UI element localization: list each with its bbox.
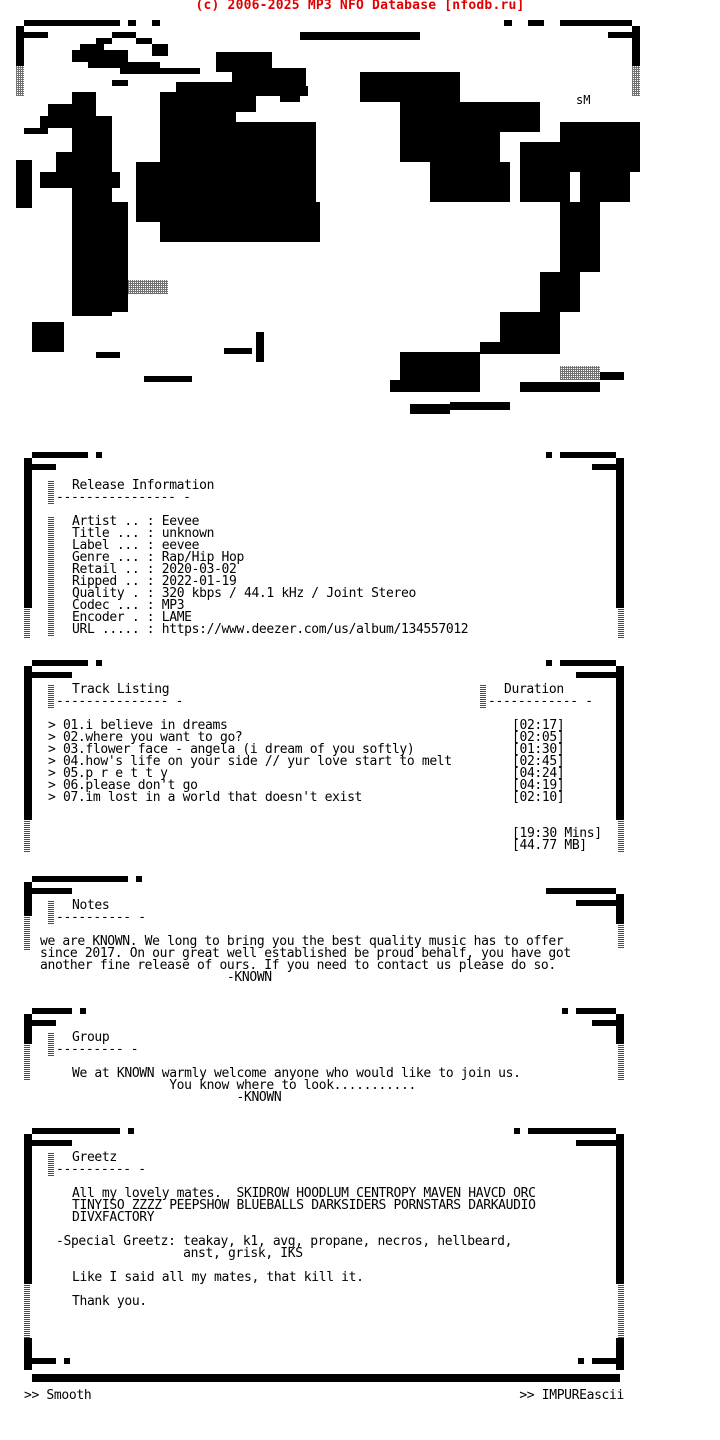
- group-underline: --------- -: [56, 1042, 139, 1057]
- group-line: You know where to look...........: [72, 1078, 416, 1093]
- ripped-value: 2022-01-19: [161, 574, 237, 589]
- greetz-line: DIVXFACTORY: [72, 1210, 155, 1225]
- greetz-line: All my lovely mates. SKIDROW HOODLUM CENTROPY MAVEN HAVCD ORC: [72, 1186, 536, 1201]
- special-greetz-line: -Special Greetz: teakay, k1, avg, propane, necros, hellbeard,: [56, 1234, 513, 1249]
- group-signoff: -KNOWN: [72, 1090, 282, 1105]
- track-name: 07.im lost in a world that doesn't exist: [62, 790, 363, 805]
- notes-underline: ---------- -: [56, 910, 146, 925]
- notes-line: another fine release of ours. If you need to contact us please do so.: [40, 958, 556, 973]
- chevron-right-icon: >: [48, 742, 56, 757]
- release-info-section: [24, 452, 624, 642]
- encoder-value: LAME: [161, 610, 192, 625]
- greetz-title: Greetz: [72, 1150, 117, 1165]
- track-duration: [02:45]: [512, 754, 565, 769]
- release-info-title: Release Information: [72, 478, 215, 493]
- chevron-right-icon: >: [48, 754, 56, 769]
- quality-value: 320 kbps / 44.1 kHz / Joint Stereo: [161, 586, 416, 601]
- notes-line: we are KNOWN. We long to bring you the best quality music has to offer: [40, 934, 564, 949]
- notes-line: since 2017. On our great well established be proud behalf, you have got: [40, 946, 571, 961]
- track-name: 05.p r e t t y: [62, 766, 168, 781]
- chevron-right-icon: >: [48, 766, 56, 781]
- total-time: [19:30 Mins]: [512, 826, 602, 841]
- notes-title: Notes: [72, 898, 110, 913]
- track-name: 03.flower face - angela (i dream of you softly): [62, 742, 415, 757]
- track-name: 04.how's life on your side // yur love start to melt: [62, 754, 452, 769]
- greetz-underline: ---------- -: [56, 1162, 146, 1177]
- chevron-right-icon: >: [48, 778, 56, 793]
- track-duration: [04:19]: [512, 778, 565, 793]
- track-duration: [02:17]: [512, 718, 565, 733]
- greetz-line: TINYISO ZZZZ PEEPSHOW BLUEBALLS DARKSIDERS PORNSTARS DARKAUDIO: [72, 1198, 536, 1213]
- chevron-right-icon: >: [48, 790, 56, 805]
- artist-value: Eevee: [161, 514, 200, 529]
- group-section: [24, 1008, 624, 1108]
- track-duration: [04:24]: [512, 766, 565, 781]
- field-codec: Codec ... : MP3: [72, 598, 185, 613]
- field-retail: Retail .. : 2020-03-02: [72, 562, 237, 577]
- chevron-right-icon: >: [48, 730, 56, 745]
- greetz-thanks: Thank you.: [72, 1294, 147, 1309]
- field-title: Title ... : unknown: [72, 526, 215, 541]
- group-title: Group: [72, 1030, 110, 1045]
- credit-right: >> IMPUREascii: [519, 1388, 624, 1403]
- url-link[interactable]: https://www.deezer.com/us/album/134557012: [161, 622, 469, 637]
- greetz-section: [24, 1128, 624, 1378]
- credit-left: >> Smooth: [24, 1388, 92, 1403]
- track-row: [48, 792, 452, 804]
- duration-title: Duration: [504, 682, 564, 697]
- retail-value: 2020-03-02: [161, 562, 237, 577]
- bottom-divider: [32, 1374, 620, 1382]
- track-name: 01.i believe in dreams: [62, 718, 228, 733]
- release-info-underline: ---------------- -: [56, 490, 191, 505]
- duration-underline: ------------ -: [488, 694, 593, 709]
- genre-value: Rap/Hip Hop: [161, 550, 244, 565]
- field-label: Label ... : eevee: [72, 538, 200, 553]
- track-listing-section: [24, 660, 624, 854]
- track-name: 02.where you want to go?: [62, 730, 243, 745]
- track-duration: [02:05]: [512, 730, 565, 745]
- total-size: [44.77 MB]: [512, 838, 587, 853]
- field-genre: Genre ... : Rap/Hip Hop: [72, 550, 244, 565]
- field-ripped: Ripped .. : 2022-01-19: [72, 574, 237, 589]
- field-artist: Artist .. : Eevee: [72, 514, 200, 529]
- known-ascii-logo: [0, 12, 720, 442]
- notes-section: [24, 876, 624, 986]
- track-listing-underline: --------------- -: [56, 694, 184, 709]
- credits-footer: [24, 1390, 624, 1402]
- track-listing-title: Track Listing: [72, 682, 170, 697]
- codec-value: MP3: [161, 598, 185, 613]
- track-duration: [01:30]: [512, 742, 565, 757]
- notes-signoff: -KNOWN: [40, 970, 272, 985]
- field-encoder: Encoder . : LAME: [72, 610, 192, 625]
- track-duration: [02:10]: [512, 790, 565, 805]
- field-url: URL ..... : https://www.deezer.com/us/album/134557012: [72, 622, 469, 637]
- copyright-header: (c) 2006-2025 MP3 NFO Database [nfodb.ru]: [195, 0, 525, 13]
- track-name: 06.please don't go: [62, 778, 198, 793]
- title-value: unknown: [161, 526, 215, 541]
- chevron-right-icon: >: [48, 718, 56, 733]
- special-greetz-line: anst, grisk, IKS: [56, 1246, 303, 1261]
- label-value: eevee: [161, 538, 200, 553]
- field-quality: Quality . : 320 kbps / 44.1 kHz / Joint Stereo: [72, 586, 416, 601]
- group-line: We at KNOWN warmly welcome anyone who would like to join us.: [72, 1066, 521, 1081]
- artist-signature: sM: [576, 93, 591, 107]
- greetz-line: Like I said all my mates, that kill it.: [72, 1270, 364, 1285]
